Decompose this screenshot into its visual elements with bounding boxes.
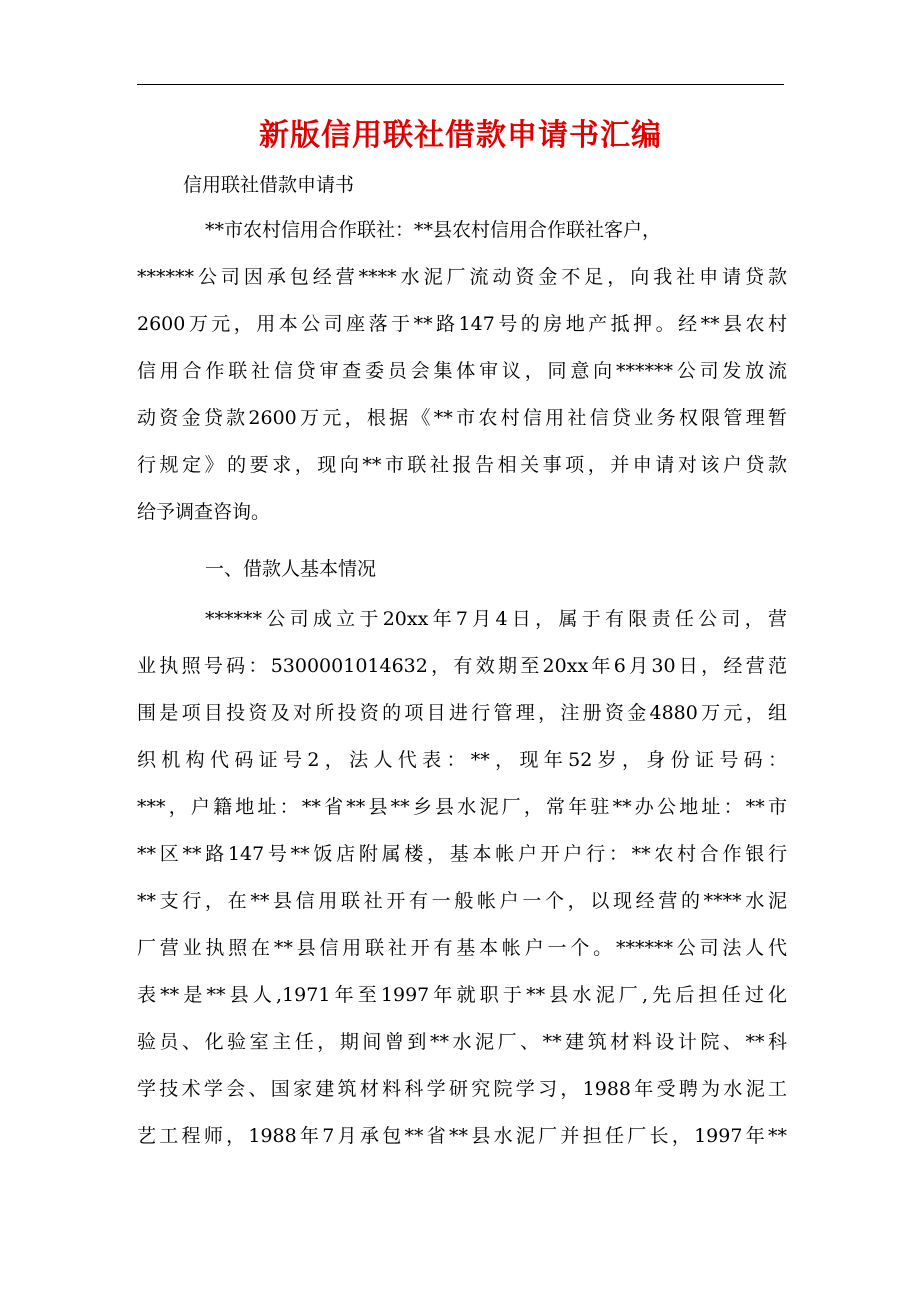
body-line: 信用合作联社信贷审查委员会集体审议，同意向******公司发放流 [137, 360, 787, 382]
body-line: 织机构代码证号2，法人代表：**，现年52岁，身份证号码： [137, 749, 787, 771]
body-line: 2600万元，用本公司座落于**路147号的房地产抵押。经**县农村 [137, 313, 787, 335]
body-line: 厂营业执照在**县信用联社开有基本帐户一个。******公司法人代 [137, 937, 787, 959]
body-line: ******公司因承包经营****水泥厂流动资金不足，向我社申请贷款 [137, 266, 787, 288]
body-line: 行规定》的要求，现向**市联社报告相关事项，并申请对该户贷款 [137, 454, 787, 476]
body-line: **支行，在**县信用联社开有一般帐户一个，以现经营的****水泥 [137, 890, 787, 912]
body-line: **区**路147号**饭店附属楼，基本帐户开户行：**农村合作银行 [137, 843, 787, 865]
header-rule [137, 84, 784, 85]
document-title: 新版信用联社借款申请书汇编 [259, 118, 662, 153]
body-line: 动资金贷款2600万元，根据《**市农村信用社信贷业务权限管理暂 [137, 407, 787, 429]
body-line: **市农村信用合作联社：**县农村信用合作联社客户， [205, 219, 662, 241]
section-heading: 一、借款人基本情况 [205, 558, 377, 580]
body-line: 业执照号码：5300001014632，有效期至20xx年6月30日，经营范 [137, 655, 787, 677]
document-subtitle: 信用联社借款申请书 [183, 174, 355, 196]
body-line: 验员、化验室主任，期间曾到**水泥厂、**建筑材料设计院、**科 [137, 1031, 787, 1053]
body-line: ******公司成立于20xx年7月4日，属于有限责任公司，营 [205, 608, 787, 630]
body-line: 表**是**县人,1971年至1997年就职于**县水泥厂,先后担任过化 [137, 984, 787, 1006]
body-line: 艺工程师，1988年7月承包**省**县水泥厂并担任厂长，1997年** [137, 1125, 787, 1147]
body-line: 给予调查咨询。 [137, 501, 271, 523]
body-line: 围是项目投资及对所投资的项目进行管理，注册资金4880万元，组 [137, 702, 787, 724]
body-line: 学技术学会、国家建筑材料科学研究院学习，1988年受聘为水泥工 [137, 1078, 787, 1100]
body-line: ***，户籍地址：**省**县**乡县水泥厂，常年驻**办公地址：**市 [137, 796, 787, 818]
